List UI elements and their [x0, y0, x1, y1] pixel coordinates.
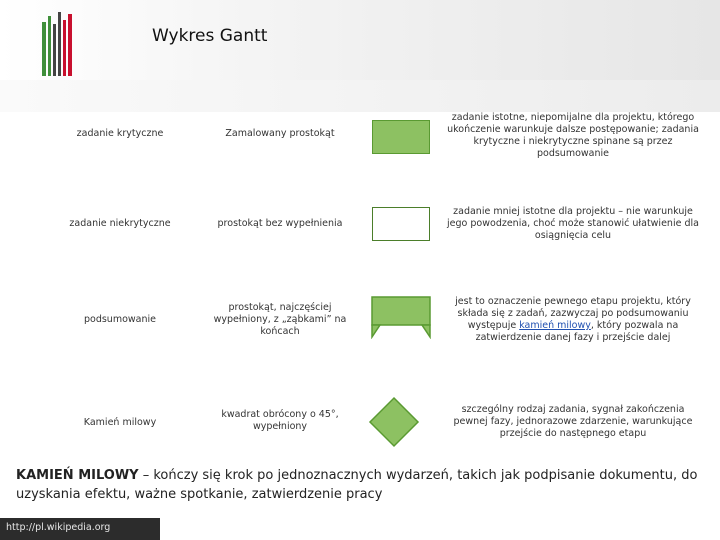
legend-explanation-summary: [446, 296, 700, 344]
legend-term-critical: zadanie krytyczne: [76, 128, 164, 139]
milestone-link[interactable]: kamień milowy: [519, 320, 591, 331]
source-footer: [0, 518, 160, 540]
legend-explanation-critical: zadanie istotne, niepomijalne dla projektu, którego ukończenie warunkuje dalsze postępowanie; zadania krytyczne i niekrytyczne spinane są przez podsumowanie: [447, 112, 699, 159]
legend-shape-desc-noncritical: prostokąt bez wypełnienia: [217, 218, 343, 229]
legend-shape-desc-critical: Zamalowany prostokąt: [225, 128, 335, 139]
milestone-definition: [16, 466, 720, 504]
header-band: [0, 80, 720, 112]
legend-term-milestone: Kamień milowy: [83, 417, 157, 428]
legend-shape-desc-milestone: kwadrat obrócony o 45°, wypełniony: [221, 409, 339, 432]
empty-rectangle-icon: [372, 207, 430, 241]
explanation-summary-text-end: , który pozwala na zatwierdzenie danej fazy i przejście dalej: [475, 320, 679, 343]
explanation-summary-text: jest to oznaczenie pewnego etapu projektu, który składa się z zadań, zazwyczaj po podsumowaniu występuje: [455, 296, 691, 331]
source-url[interactable]: http://pl.wikipedia.org: [6, 522, 111, 533]
legend-shape-desc-summary: prostokąt, najczęściej wypełniony, z „ząbkami” na końcach: [213, 302, 347, 337]
legend-term-noncritical: zadanie niekrytyczne: [69, 218, 171, 229]
page-title: Wykres Gantt: [152, 26, 268, 46]
legend-table: [0, 112, 720, 442]
legend-term-summary: podsumowanie: [83, 314, 156, 325]
legend-explanation-milestone: szczególny rodzaj zadania, sygnał zakończenia pewnej fazy, jednorazowe zdarzenie, warunkujące przejście do następnego etapu: [453, 404, 693, 439]
legend-explanation-noncritical: zadanie mniej istotne dla projektu – nie warunkuje jego powodzenia, choć może stanowić ułatwienie dla osiągnięcia celu: [447, 206, 699, 241]
university-logo-icon: [40, 12, 76, 78]
milestone-definition-term: KAMIEŃ MILOWY: [16, 468, 139, 483]
diamond-milestone-icon: [368, 396, 420, 448]
summary-bar-icon: [370, 295, 432, 339]
milestone-definition-text: – kończy się krok po jednoznacznych wydarzeń, takich jak podpisanie dokumentu, do uzyskania efektu, ważne spotkanie, zatwierdzenie pracy: [16, 468, 698, 502]
filled-rectangle-icon: [372, 120, 430, 154]
